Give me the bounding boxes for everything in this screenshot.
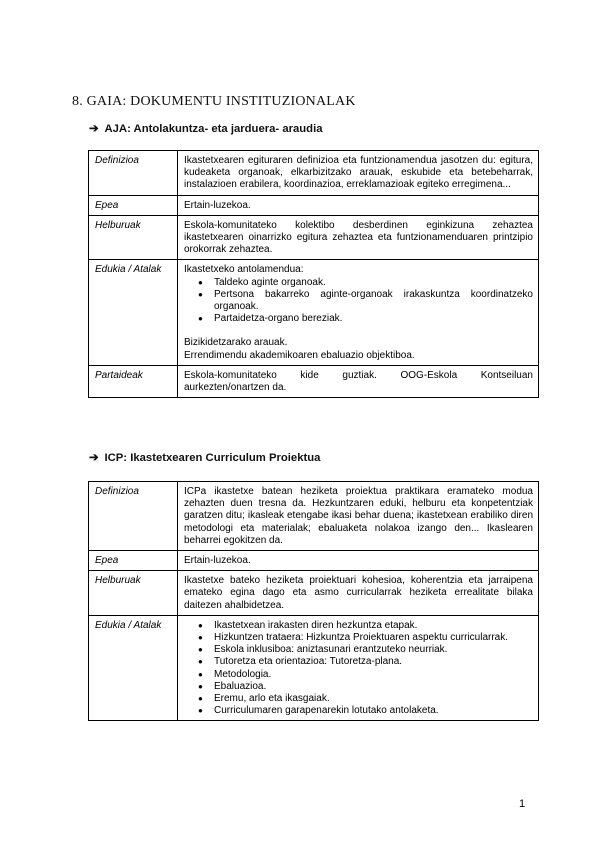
list-item: ● Eskola inklusiboa: aniztasunari erantzuteko neurriak. xyxy=(214,644,533,656)
row-value: ICPa ikastetxe batean heziketa proiektua praktikara eramateko modua zehazten duen tresna da. Hezkuntzaren eduki, helburu eta konpetentziak garatzen ditu; ikasleak etengabe ikasi behar duena; ikastetxean erabiliko diren metodologi eta materialak; ebaluaketa nolakoa izango den... Ikaslearen beharrei egokitzen da. xyxy=(178,482,539,551)
row-value: Ertain-luzekoa. xyxy=(178,551,539,571)
page-number: 1 xyxy=(519,798,526,810)
table-row xyxy=(89,615,539,721)
row-label: Definizioa xyxy=(89,482,178,551)
arrow-right-icon: ➔ xyxy=(89,452,99,464)
row-label: Edukia / Atalak xyxy=(89,615,178,721)
page-title: 8. GAIA: DOKUMENTU INSTITUZIONALAK xyxy=(72,94,356,109)
table-row xyxy=(89,551,539,571)
table-row xyxy=(89,215,539,260)
content-list xyxy=(184,620,533,718)
row-value xyxy=(178,615,539,721)
content-extra: Errendimendu akademikoaren ebaluazio objektiboa. xyxy=(184,349,415,361)
list-item: ● Ebaluazioa. xyxy=(214,681,533,693)
list-item: ● Hizkuntzen trataera: Hizkuntza Proiektuaren aspektu curricularrak. xyxy=(214,632,533,644)
row-value: Eskola-komunitateko kide guztiak. OOG-Eskola Kontseiluan aurkezten/onartzen da. xyxy=(178,365,539,397)
table-row xyxy=(89,260,539,365)
row-label: Definizioa xyxy=(89,151,178,196)
row-label: Edukia / Atalak xyxy=(89,260,178,365)
table-row xyxy=(89,482,539,551)
list-item: ● Partaidetza-organo bereziak. xyxy=(214,313,533,325)
section-heading-text: ICP: Ikastetxearen Curriculum Proiektua xyxy=(104,452,321,464)
section-heading-text: AJA: Antolakuntza- eta jarduera- araudia xyxy=(104,123,323,135)
section-heading-icp xyxy=(89,451,320,464)
row-label: Epea xyxy=(89,195,178,215)
row-label: Epea xyxy=(89,551,178,571)
list-item: ● Tutoretza eta orientazioa: Tutoretza-plana. xyxy=(214,656,533,668)
content-extra: Bizikidetzarako arauak. xyxy=(184,337,288,349)
row-value: Ikastetxe bateko heziketa proiektuari kohesioa, koherentzia eta jarraipena emateko egina dago eta asmo curricularrak heziketa errealitate bilaka daitezen ahalbidetzea. xyxy=(178,571,539,616)
icp-table xyxy=(88,481,539,721)
table-row xyxy=(89,365,539,397)
row-value: Ertain-luzekoa. xyxy=(178,195,539,215)
list-item: ● Curriculumaren garapenarekin lotutako antolaketa. xyxy=(214,705,533,717)
section-heading-aja xyxy=(89,122,323,135)
row-value xyxy=(178,260,539,365)
row-value: Ikastetxearen egituraren definizioa eta funtzionamendua jasotzen du: egitura, kudeaketa organoak, elkarbizitzako arauak, eskubide eta betebeharrak, instalazioen erabilera, koordinazioa, erreklamazioak egiteko erregimena... xyxy=(178,151,539,196)
arrow-right-icon: ➔ xyxy=(89,123,99,135)
list-item: ● Pertsona bakarreko aginte-organoak irakaskuntza koordinatzeko organoak. xyxy=(214,289,533,313)
row-label: Partaideak xyxy=(89,365,178,397)
row-label: Helburuak xyxy=(89,215,178,260)
table-row xyxy=(89,571,539,616)
content-list xyxy=(184,277,533,326)
aja-table xyxy=(88,150,539,398)
row-value: Eskola-komunitateko kolektibo desberdinen eginkizuna zehaztea ikastetxearen oinarrizko egitura zehaztea eta funtzionamenduaren printzipio orokorrak zehaztea. xyxy=(178,215,539,260)
content-intro: Ikastetxeko antolamendua: xyxy=(184,264,304,276)
table-row xyxy=(89,195,539,215)
list-item: ● Taldeko aginte organoak. xyxy=(214,277,533,289)
list-item: ● Metodologia. xyxy=(214,669,533,681)
list-item: ● Eremu, arlo eta ikasgaiak. xyxy=(214,693,533,705)
list-item: ● Ikastetxean irakasten diren hezkuntza etapak. xyxy=(214,620,533,632)
row-label: Helburuak xyxy=(89,571,178,616)
table-row xyxy=(89,151,539,196)
